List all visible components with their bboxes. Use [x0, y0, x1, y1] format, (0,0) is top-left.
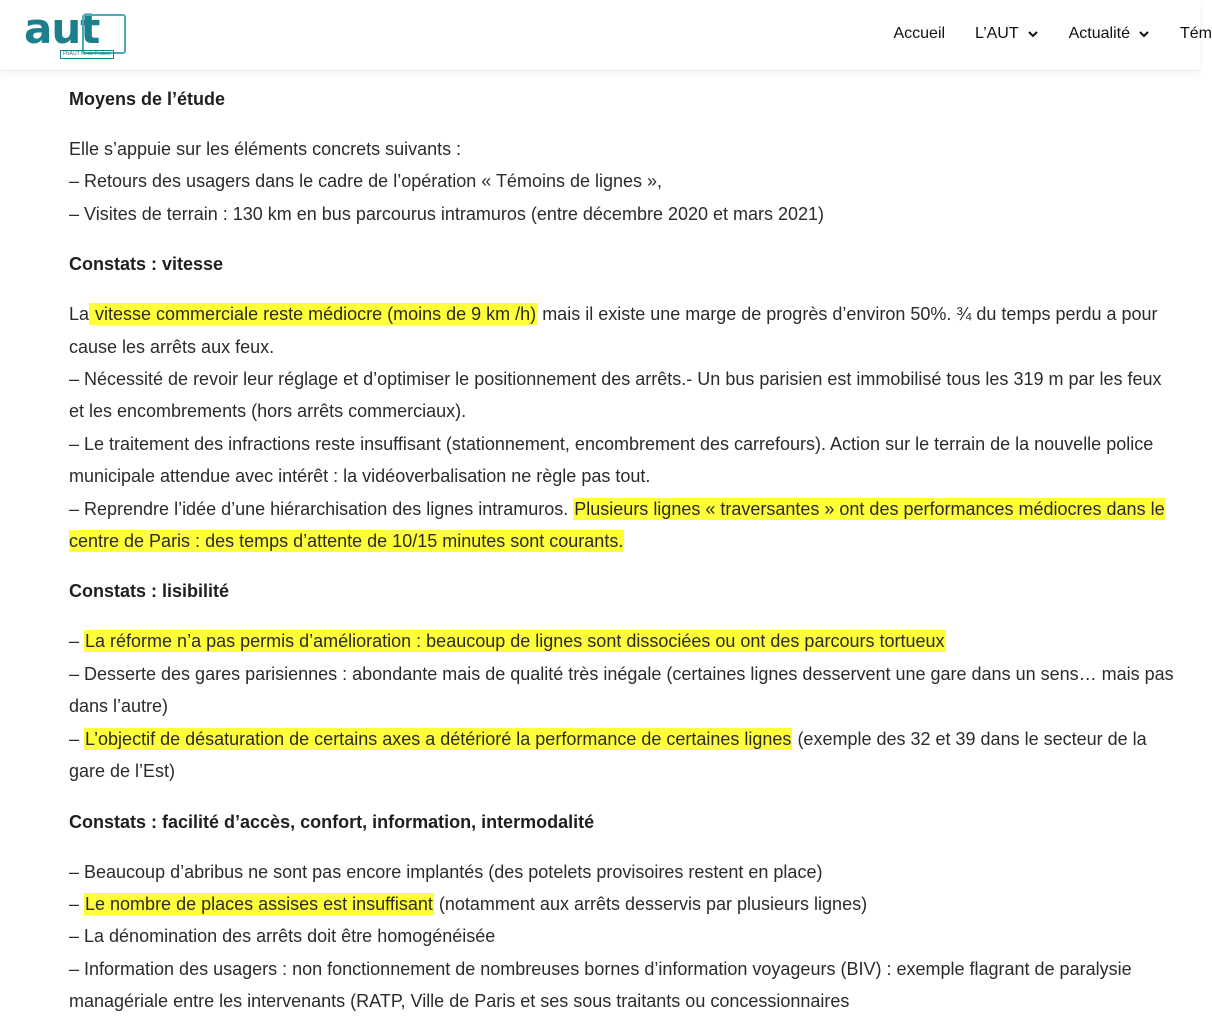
section-title-acces: Constats : facilité d’accès, confort, information, intermodalité [69, 811, 595, 832]
nav-item-temoins[interactable] [1180, 25, 1212, 43]
paragraph [69, 625, 1179, 657]
highlighted-text: La réforme n’a pas permis d’amélioration : beaucoup de lignes sont dissociées ou ont des parcours tortueux [85, 631, 945, 652]
paragraph-line: – Retours des usagers dans le cadre de l’opération « Témoins de lignes », [69, 171, 663, 192]
text-run: – Reprendre l’idée d’une hiérarchisation des lignes intramuros. [69, 498, 574, 519]
paragraph [69, 888, 1179, 920]
highlighted-text: L’objectif de désaturation de certains axes a détérioré la performance de certaines lignes [85, 728, 792, 749]
section-body-acces [69, 856, 1179, 1018]
main-nav [893, 22, 1212, 46]
chevron-down-icon [1138, 28, 1150, 40]
paragraph [69, 298, 1179, 363]
nav-item-label: Tém [1180, 25, 1212, 42]
section-title-lisibilite: Constats : lisibilité [69, 581, 230, 602]
nav-item-aut[interactable] [975, 25, 1039, 43]
paragraph: – Information des usagers : non fonctionnement de nombreuses bornes d’information voyageurs (BIV) : exemple flagrant de paralysie managériale entre les intervenants (RATP, Ville de Paris et ses sous traitants ou concessionnaires [69, 958, 1132, 1012]
text-run: La [69, 304, 90, 325]
paragraph-line: Elle s’appuie sur les éléments concrets suivants : [69, 139, 462, 159]
section-body-moyens [69, 133, 1179, 230]
nav-item-label: L’AUT [975, 25, 1019, 42]
logo-frame-icon [82, 14, 126, 54]
logo-tagline: FNAUT Île-de-France [60, 50, 114, 59]
site-logo[interactable] [24, 4, 128, 60]
article-content [69, 83, 1179, 1018]
chevron-down-icon [1027, 28, 1039, 40]
logo-wordmark: aut [24, 4, 100, 53]
nav-item-label: Actualité [1068, 25, 1130, 42]
highlighted-text: vitesse commerciale reste médiocre (moins de 9 km /h) [90, 304, 537, 325]
paragraph: – Beaucoup d’abribus ne sont pas encore implantés (des potelets provisoires restent en place) [69, 861, 823, 882]
paragraph [69, 493, 1179, 558]
highlighted-text: Le nombre de places assises est insuffisant [85, 893, 433, 914]
section-title-vitesse: Constats : vitesse [69, 254, 224, 275]
text-run: – [69, 893, 85, 914]
paragraph: – Le traitement des infractions reste insuffisant (stationnement, encombrement des carrefours). Action sur le terrain de la nouvelle police municipale attendue avec intérêt : la vidéoverbalisation ne règle pas tout. [69, 433, 1154, 487]
nav-item-label: Accueil [893, 25, 946, 42]
highlighted-text: Plusieurs lignes « traversantes » ont des performances médiocres dans le centre de Paris : des temps d’attente de 10/15 minutes sont courants. [69, 498, 1165, 552]
paragraph: – La dénomination des arrêts doit être homogénéisée [69, 926, 496, 947]
paragraph [69, 723, 1179, 788]
section-title-moyens: Moyens de l’étude [69, 89, 226, 109]
paragraph: – Desserte des gares parisiennes : abondante mais de qualité très inégale (certaines lignes desservent une gare dans un sens… mais pas dans l’autre) [69, 663, 1174, 717]
section-body-lisibilite [69, 625, 1179, 787]
nav-item-accueil[interactable] [893, 25, 945, 43]
paragraph: – Nécessité de revoir leur réglage et d’optimiser le positionnement des arrêts.- Un bus parisien est immobilisé tous les 319 m par les feux et les encombrements (hors arrêts commerciaux). [69, 369, 1162, 422]
site-header [0, 0, 1212, 71]
text-run: (exemple des 32 et 39 dans le secteur de la gare de l’Est) [69, 728, 1147, 782]
nav-item-actualite[interactable] [1069, 25, 1150, 43]
text-run: – [69, 631, 85, 652]
paragraph-line: – Visites de terrain : 130 km en bus parcourus intramuros (entre décembre 2020 et mars 2021) [69, 203, 825, 224]
text-run: – [69, 728, 85, 749]
text-run: (notamment aux arrêts desservis par plusieurs lignes) [433, 893, 868, 914]
section-body-vitesse [69, 298, 1179, 557]
text-run: mais il existe une marge de progrès d’environ 50%. ¾ du temps perdu a pour cause les arrêts aux feux. [69, 304, 1158, 357]
